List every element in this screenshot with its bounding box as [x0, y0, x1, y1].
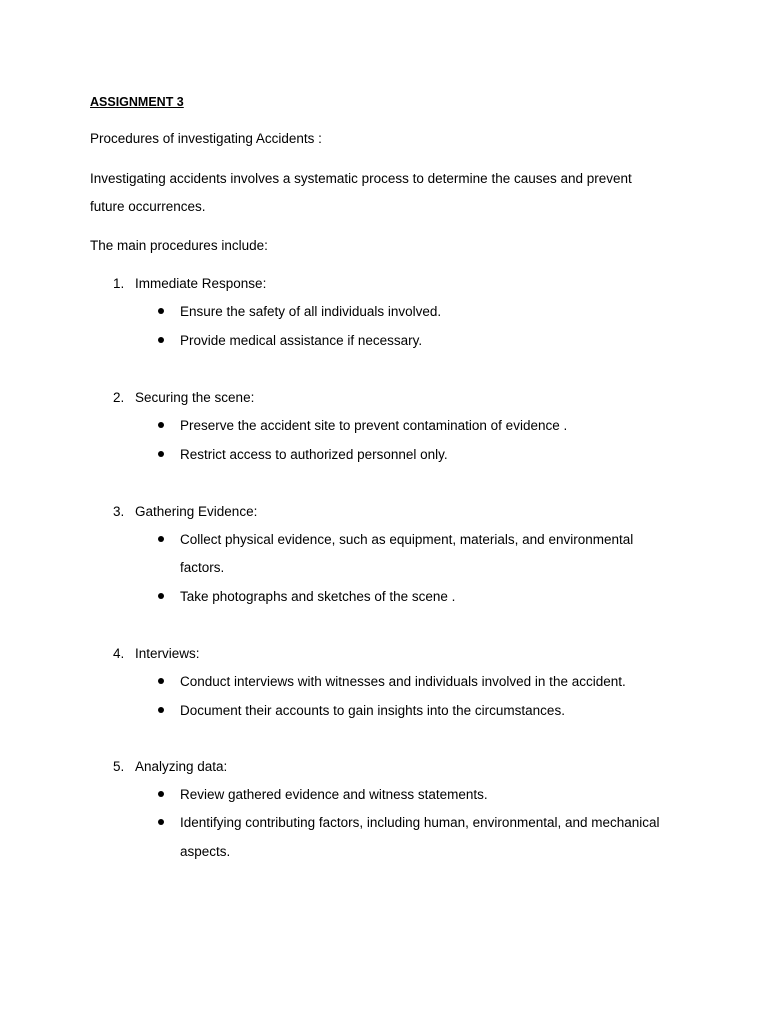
bullet-icon	[158, 308, 164, 314]
bullet-text: Ensure the safety of all individuals involved.	[180, 304, 442, 319]
bullet-icon	[158, 819, 164, 825]
step-label: Immediate Response:	[135, 276, 267, 291]
bullet-icon	[158, 593, 164, 599]
bullet-text-continued: factors.	[180, 560, 225, 575]
bullet-icon	[158, 422, 164, 428]
bullet-text: Document their accounts to gain insights into the circumstances.	[180, 703, 565, 718]
bullet-text: Take photographs and sketches of the scene .	[180, 589, 456, 604]
bullet-text: Restrict access to authorized personnel only.	[180, 447, 448, 462]
intro-line-2: future occurrences.	[90, 199, 206, 214]
bullet-text: Preserve the accident site to prevent contamination of evidence .	[180, 418, 568, 433]
bullet-icon	[158, 337, 164, 343]
bullet-icon	[158, 791, 164, 797]
list-number: 4.	[113, 646, 125, 661]
bullet-icon	[158, 451, 164, 457]
bullet-icon	[158, 707, 164, 713]
step-label: Securing the scene:	[135, 390, 255, 405]
bullet-text: Provide medical assistance if necessary.	[180, 333, 423, 348]
list-number: 2.	[113, 390, 125, 405]
bullet-text: Collect physical evidence, such as equipment, materials, and environmental	[180, 532, 634, 547]
list-number: 1.	[113, 276, 125, 291]
list-number: 5.	[113, 759, 125, 774]
bullet-text-continued: aspects.	[180, 844, 231, 859]
assignment-title: ASSIGNMENT 3	[90, 95, 184, 109]
bullet-icon	[158, 678, 164, 684]
step-label: Interviews:	[135, 646, 200, 661]
list-number: 3.	[113, 504, 125, 519]
bullet-text: Identifying contributing factors, including human, environmental, and mechanical	[180, 815, 660, 830]
step-label: Gathering Evidence:	[135, 504, 258, 519]
section-heading: Procedures of investigating Accidents :	[90, 131, 322, 146]
bullet-icon	[158, 536, 164, 542]
intro-line-1: Investigating accidents involves a systematic process to determine the causes and prevent	[90, 171, 632, 186]
bullet-text: Conduct interviews with witnesses and individuals involved in the accident.	[180, 674, 626, 689]
bullet-text: Review gathered evidence and witness statements.	[180, 787, 488, 802]
step-label: Analyzing data:	[135, 759, 228, 774]
main-procedures-intro: The main procedures include:	[90, 238, 268, 253]
